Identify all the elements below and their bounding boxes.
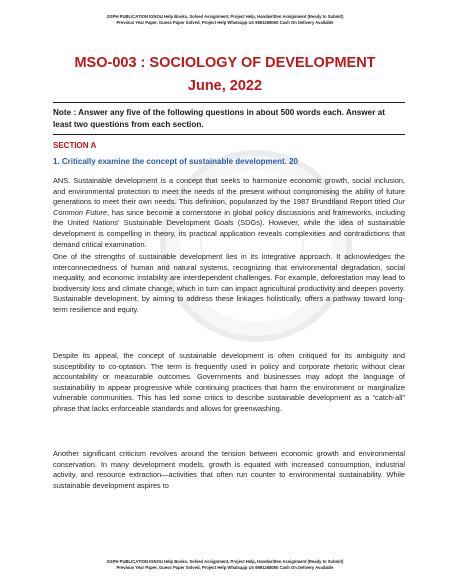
answer-paragraph-4: Another significant criticism revolves around the tension between economic growth and environmental conservation. In many development models, growth is equated with increased consumption, industrial activity, and resource extraction—activities that often run counter to environmental sustainability. While sustainable development aspires to (53, 449, 405, 490)
question-heading: 1. Critically examine the concept of sustainable development. 20 (53, 157, 298, 166)
header-line-2: Previous Year Paper, Guess Paper Solved, Project Help Whatsapp Us 9891268050 Cash On Delivery Available (116, 20, 334, 25)
footer-line-1: GSPH PUBLICATION IGNOU Help Books, Solved Assignment, Project Help, Handwritten Assignment (Ready to Submit) (106, 559, 344, 564)
exam-date: June, 2022 (187, 78, 263, 94)
answer-paragraph-1 (53, 176, 405, 250)
paragraph-1-part-b: , has since become a cornerstone in global policy discussions and frameworks, including the United Nations' Sustainable Development Goals (SDGs). However, while the idea of sustainable development is compelling in theory, its practical application reveals complexities and contradictions that demand critical examination. (53, 207, 405, 249)
report-title: Our Common Future (53, 197, 405, 217)
answer-paragraph-2: One of the strengths of sustainable development lies in its integrative approach. It acknowledges the interconnectedness of human and natural systems, recognizing that environmental degradation, social inequality, and economic instability are interdependent challenges. For example, deforestation may lead to biodiversity loss and climate change, which in turn can impact agricultural productivity and deepen poverty. Sustainable development, by aiming to address these linkages holistically, offers a pathway toward long-term resilience and equity. (53, 252, 405, 314)
footer-line-2: Previous Year Paper, Guess Paper Solved, Project Help Whatsapp Us 9891268050 Cash On Delivery Available (116, 565, 334, 570)
header-line-1: GSPH PUBLICATION IGNOU Help Books, Solved Assignment, Project Help, Handwritten Assignment (Ready to Submit) (106, 14, 344, 19)
instructions-note: Note : Answer any five of the following questions in about 500 words each. Answer at least two questions from each section. (53, 102, 405, 135)
page-title: MSO-003 : SOCIOLOGY OF DEVELOPMENT (74, 55, 376, 71)
paragraph-1-part-a: ANS. Sustainable development is a concept that seeks to harmonize economic growth, social inclusion, and environmental protection to meet the needs of the present without compromising the ability of future generations to meet their own needs. This definition, popularized by the 1987 Brundtland Report titled (53, 176, 405, 207)
section-heading: SECTION A (53, 141, 97, 150)
answer-paragraph-3: Despite its appeal, the concept of sustainable development is often critiqued for its ambiguity and susceptibility to co-optation. The term is frequently used in policy and corporate rhetoric without clear accountability or measurable outcomes. Governments and businesses may adopt the language of sustainability to appear progressive while continuing practices that harm the environment or marginalize vulnerable communities. This has led some critics to describe sustainable development as a “catch-all” phrase that lacks enforceable standards and allows for greenwashing. (53, 351, 405, 413)
